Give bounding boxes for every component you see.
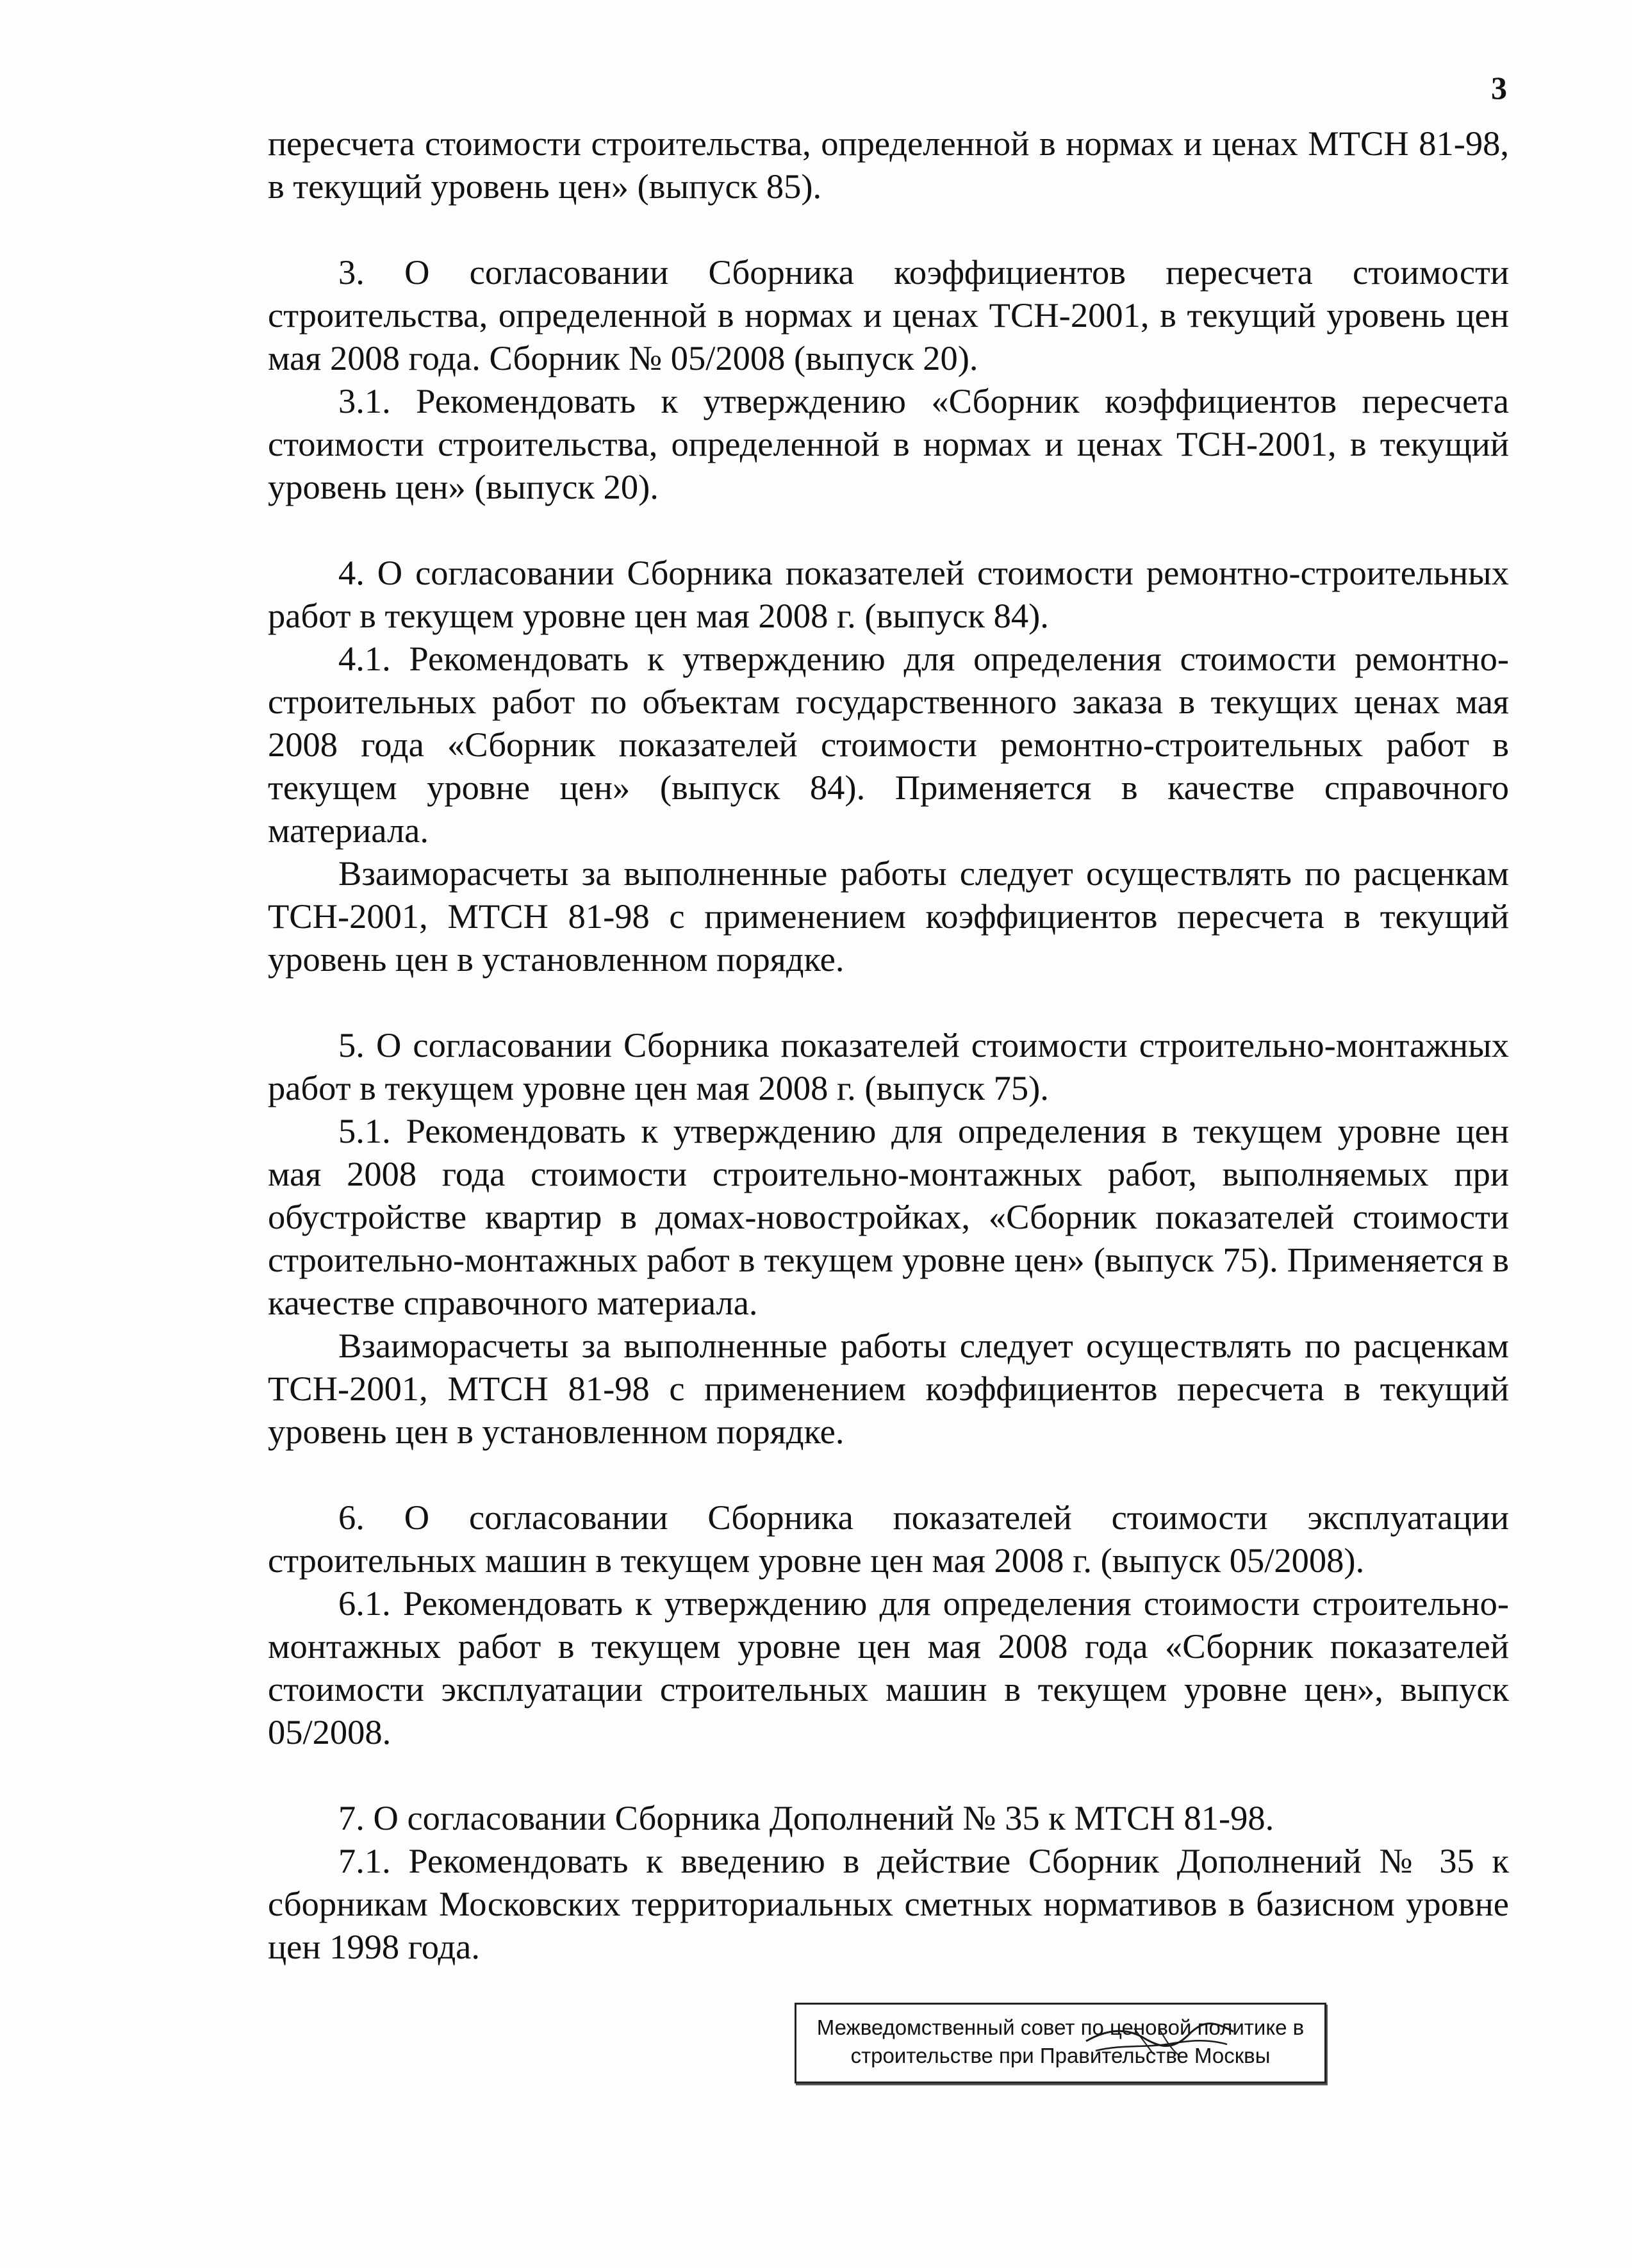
signature-scribble [1083, 2016, 1237, 2067]
page-number: 3 [1491, 70, 1507, 106]
stamp-line-2: строительстве при Правительстве Москвы [850, 2044, 1271, 2067]
section-3-heading: 3. О согласовании Сборника коэффициентов пересчета стоимости строительства, определенной в нормах и ценах ТСН-2001, в текущий уровень цен мая 2008 года. Сборник № 05/2008 (выпуск 20). [268, 252, 1509, 377]
stamp-line-1: Межведомственный совет по ценовой политике в [816, 2016, 1305, 2039]
section-3-1: 3.1. Рекомендовать к утверждению «Сборник коэффициентов пересчета стоимости строительства, определенной в нормах и ценах ТСН-2001, в текущий уровень цен» (выпуск 20). [268, 381, 1509, 506]
section-4-heading: 4. О согласовании Сборника показателей стоимости ремонтно-строительных работ в текущем уровне цен мая 2008 г. (выпуск 84). [268, 553, 1509, 635]
section-7-1: 7.1. Рекомендовать к введению в действие Сборник Дополнений № 35 к сборникам Московских территориальных сметных нормативов в базисном уровне цен 1998 года. [268, 1841, 1509, 1966]
section-5-settlements: Взаиморасчеты за выполненные работы следует осуществлять по расценкам ТСН-2001, МТСН 81-98 с применением коэффициентов пересчета в текущий уровень цен в установленном порядке. [268, 1326, 1509, 1451]
document-body [268, 122, 1509, 1968]
section-4-settlements: Взаиморасчеты за выполненные работы следует осуществлять по расценкам ТСН-2001, МТСН 81-98 с применением коэффициентов пересчета в текущий уровень цен в установленном порядке. [268, 854, 1509, 979]
section-4-1: 4.1. Рекомендовать к утверждению для определения стоимости ремонтно-строительных работ по объектам государственного заказа в текущих ценах мая 2008 года «Сборник показателей стоимости ремонтно-строительных работ в текущем уровне цен» (выпуск 84). Применяется в качестве справочного материала. [268, 639, 1509, 850]
section-7-heading: 7. О согласовании Сборника Дополнений № 35 к МТСН 81-98. [338, 1798, 1274, 1837]
section-5-heading: 5. О согласовании Сборника показателей стоимости строительно-монтажных работ в текущем уровне цен мая 2008 г. (выпуск 75). [268, 1025, 1509, 1107]
section-6-1: 6.1. Рекомендовать к утверждению для определения стоимости строительно-монтажных работ в текущем уровне цен мая 2008 года «Сборник показателей стоимости эксплуатации строительных машин в текущем уровне цен», выпуск 05/2008. [268, 1584, 1509, 1751]
section-6-heading: 6. О согласовании Сборника показателей стоимости эксплуатации строительных машин в текущем уровне цен мая 2008 г. (выпуск 05/2008). [268, 1498, 1509, 1580]
council-stamp [795, 2003, 1326, 2083]
section-5-1: 5.1. Рекомендовать к утверждению для определения в текущем уровне цен мая 2008 года стоимости строительно-монтажных работ, выполняемых при обустройстве квартир в домах-новостройках, «Сборник показателей стоимости строительно-монтажных работ в текущем уровне цен» (выпуск 75). Применяется в качестве справочного материала. [268, 1111, 1509, 1322]
paragraph-continuation: пересчета стоимости строительства, определенной в нормах и ценах МТСН 81-98, в текущий уровень цен» (выпуск 85). [268, 124, 1509, 206]
